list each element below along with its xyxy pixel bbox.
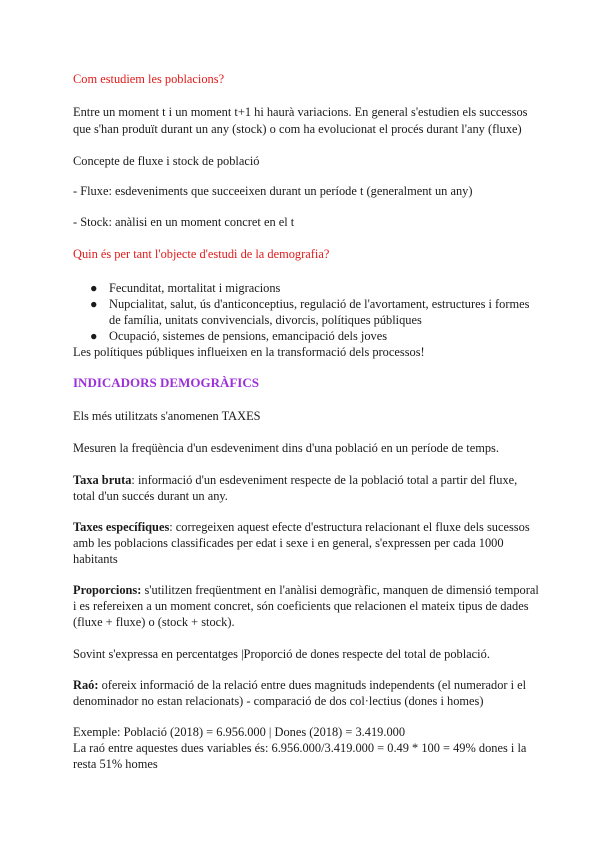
bullet-icon: ● xyxy=(90,297,98,311)
rao-text: ofereix informació de la relació entre dues magnituds independents (el numerador i el xyxy=(98,678,527,692)
example-line: Exemple: Població (2018) = 6.956.000 | Dones (2018) = 3.419.000 xyxy=(73,725,406,739)
rao-line xyxy=(73,677,526,693)
bullet-icon: ● xyxy=(90,329,98,343)
example-line: La raó entre aquestes dues variables és: 6.956.000/3.419.000 = 0.49 * 100 = 49% dones i la xyxy=(73,741,527,755)
bullet-item-continuation: de família, unitats convivencials, divorcis, polítiques públiques xyxy=(109,313,422,327)
proporcions-line xyxy=(73,582,539,598)
percent-line: Sovint s'expressa en percentatges |Proporció de dones respecte del total de població. xyxy=(73,647,490,661)
proporcions-text: s'utilitzen freqüentment en l'anàlisi demogràfic, manquen de dimensió temporal xyxy=(141,583,539,597)
proporcions-term: Proporcions: xyxy=(73,583,142,597)
bullet-item: Ocupació, sistemes de pensions, emancipació dels joves xyxy=(109,329,388,343)
taxes-especifiques-continuation: habitants xyxy=(73,552,118,566)
concept-line: Concepte de fluxe i stock de població xyxy=(73,154,260,168)
flux-definition: - Fluxe: esdeveniments que succeeixen durant un període t (generalment un any) xyxy=(73,184,473,198)
rao-continuation: denominador no estan relacionats) - comparació de dos col·lectius (dones i homes) xyxy=(73,694,484,708)
proporcions-continuation: i es refereixen a un moment concret, són coeficients que relacionen el mateix tipus de dades xyxy=(73,599,529,613)
taxes-especifiques-continuation: amb les poblacions classificades per edat i sexe i en general, s'expressen per cada 1000 xyxy=(73,536,504,550)
bullet-item: Nupcialitat, salut, ús d'anticonceptius, regulació de l'avortament, estructures i formes xyxy=(109,297,530,311)
example-line: resta 51% homes xyxy=(73,757,158,771)
paragraph-line: que s'han produït durant un any (stock) o com ha evolucionat el procés durant l'any (fluxe) xyxy=(73,122,522,136)
heading-objecte-estudi: Quin és per tant l'objecte d'estudi de la demografia? xyxy=(73,247,330,261)
taxes-especifiques-line xyxy=(73,519,530,535)
bullet-item: Fecunditat, mortalitat i migracions xyxy=(109,281,281,295)
heading-indicadors: INDICADORS DEMOGRÀFICS xyxy=(73,375,259,390)
stock-definition: - Stock: anàlisi en un moment concret en el t xyxy=(73,215,295,229)
paragraph-line: Entre un moment t i un moment t+1 hi haurà variacions. En general s'estudien els successos xyxy=(73,105,528,119)
taxa-bruta-term: Taxa bruta xyxy=(73,473,132,487)
proporcions-continuation: (fluxe + fluxe) o (stock + stock). xyxy=(73,615,235,629)
taxa-bruta-continuation: total d'un succés durant un any. xyxy=(73,489,228,503)
taxes-especifiques-term: Taxes específiques xyxy=(73,520,170,534)
taxes-especifiques-text: : corregeixen aquest efecte d'estructura relacionant el fluxe dels sucessos xyxy=(169,520,530,534)
taxa-bruta-text: : informació d'un esdeveniment respecte de la població total a partir del fluxe, xyxy=(131,473,518,487)
heading-com-estudiem: Com estudiem les poblacions? xyxy=(73,72,225,86)
taxa-bruta-line xyxy=(73,472,517,488)
measure-line: Mesuren la freqüència d'un esdeveniment dins d'una població en un període de temps. xyxy=(73,441,499,455)
rao-term: Raó: xyxy=(73,678,99,692)
politics-line: Les polítiques públiques influeixen en la transformació dels processos! xyxy=(73,345,425,359)
taxes-intro: Els més utilitzats s'anomenen TAXES xyxy=(73,409,261,423)
bullet-icon: ● xyxy=(90,281,98,295)
